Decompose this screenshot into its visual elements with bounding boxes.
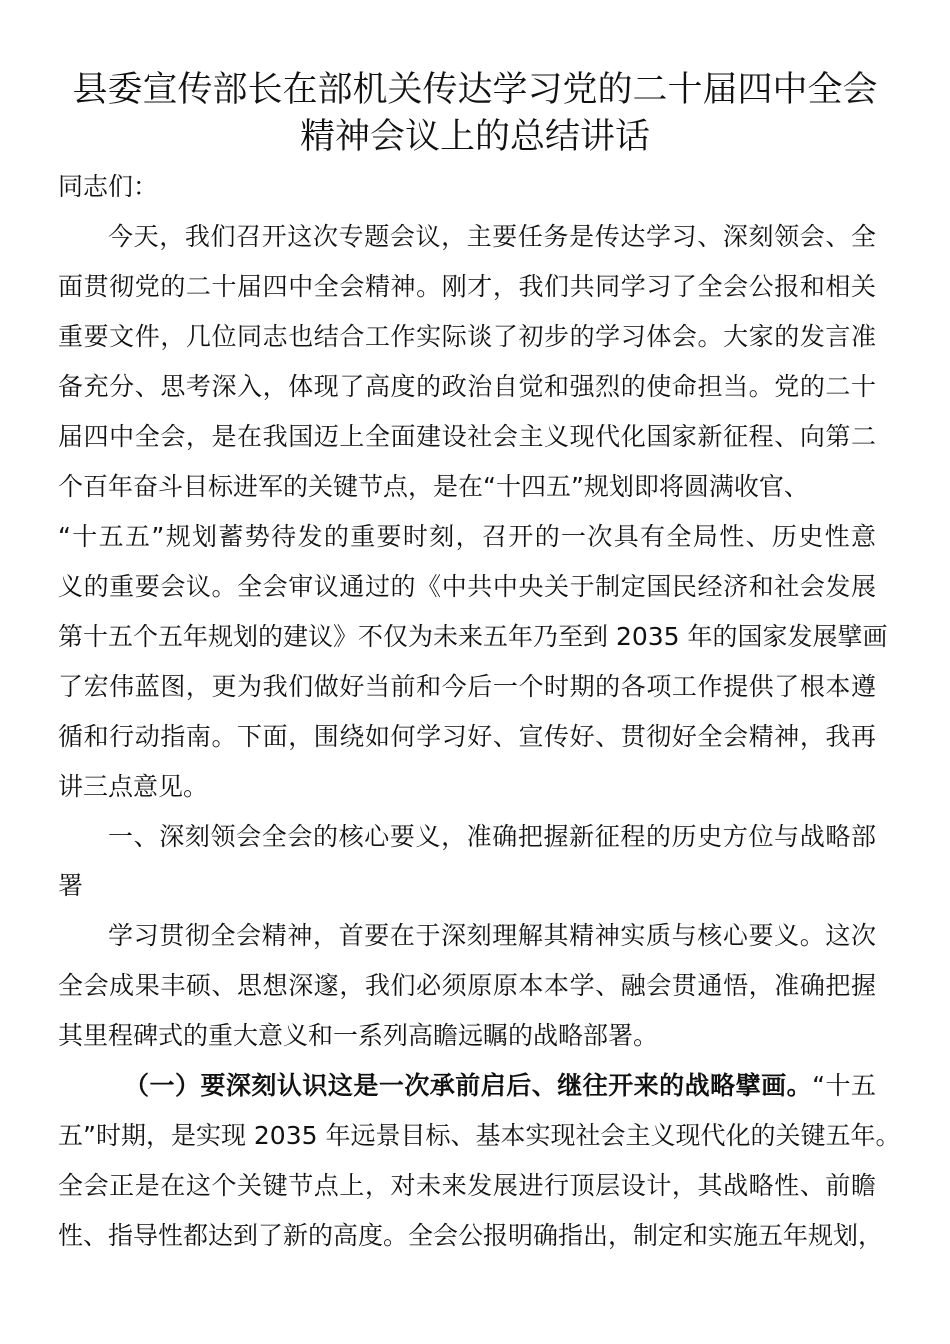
paragraph-line: 今天，我们召开这次专题会议，主要任务是传达学习、深刻领会、全 xyxy=(108,222,876,251)
paragraph-line: 全会成果丰硕、思想深邃，我们必须原原本本学、融会贯通悟，准确把握 xyxy=(58,971,876,1000)
paragraph-line: 循和行动指南。下面，围绕如何学习好、宣传好、贯彻好全会精神，我再 xyxy=(58,722,876,751)
paragraph-line: 重要文件，几位同志也结合工作实际谈了初步的学习体会。大家的发言准 xyxy=(58,322,876,351)
section-heading: 署 xyxy=(58,871,84,900)
paragraph-line: 义的重要会议。全会审议通过的《中共中央关于制定国民经济和社会发展 xyxy=(58,572,876,601)
document-title-line-2: 精神会议上的总结讲话 xyxy=(299,117,650,157)
paragraph-line: 第十五个五年规划的建议》不仅为未来五年乃至到 2035 年的国家发展擘画 xyxy=(58,622,888,651)
paragraph-line: 了宏伟蓝图，更为我们做好当前和今后一个时期的各项工作提供了根本遵 xyxy=(58,672,876,701)
paragraph-line: 全会正是在这个关键节点上，对未来发展进行顶层设计，其战略性、前瞻 xyxy=(58,1171,876,1200)
paragraph-line: 讲三点意见。 xyxy=(58,772,209,801)
paragraph-line: 其里程碑式的重大意义和一系列高瞻远瞩的战略部署。 xyxy=(58,1021,659,1050)
paragraph-line: 学习贯彻全会精神，首要在于深刻理解其精神实质与核心要义。这次 xyxy=(108,921,876,950)
document-title-line-1: 县委宣传部长在部机关传达学习党的二十届四中全会 xyxy=(72,70,878,110)
paragraph-line: 备充分、思考深入，体现了高度的政治自觉和强烈的使命担当。党的二十 xyxy=(58,372,876,401)
subheading-line xyxy=(58,1061,876,1111)
salutation: 同志们： xyxy=(58,172,159,201)
paragraph-line: 个百年奋斗目标进军的关键节点，是在“十四五”规划即将圆满收官、 xyxy=(58,472,809,501)
paragraph-line: “十五五”规划蓄势待发的重要时刻，召开的一次具有全局性、历史性意 xyxy=(58,522,876,551)
paragraph-line: 面贯彻党的二十届四中全会精神。刚才，我们共同学习了全会公报和相关 xyxy=(58,272,876,301)
section-heading: 一、深刻领会全会的核心要义，准确把握新征程的历史方位与战略部 xyxy=(108,822,876,851)
subheading-normal: “十五 xyxy=(812,1071,876,1100)
paragraph-line: 届四中全会，是在我国迈上全面建设社会主义现代化国家新征程、向第二 xyxy=(58,422,876,451)
paragraph-line: 性、指导性都达到了新的高度。全会公报明确指出，制定和实施五年规划， xyxy=(58,1221,884,1250)
subheading-bold: （一）要深刻认识这是一次承前启后、继往开来的战略擘画。 xyxy=(124,1071,813,1100)
paragraph-line: 五”时期，是实现 2035 年远景目标、基本实现社会主义现代化的关键五年。 xyxy=(58,1121,901,1150)
